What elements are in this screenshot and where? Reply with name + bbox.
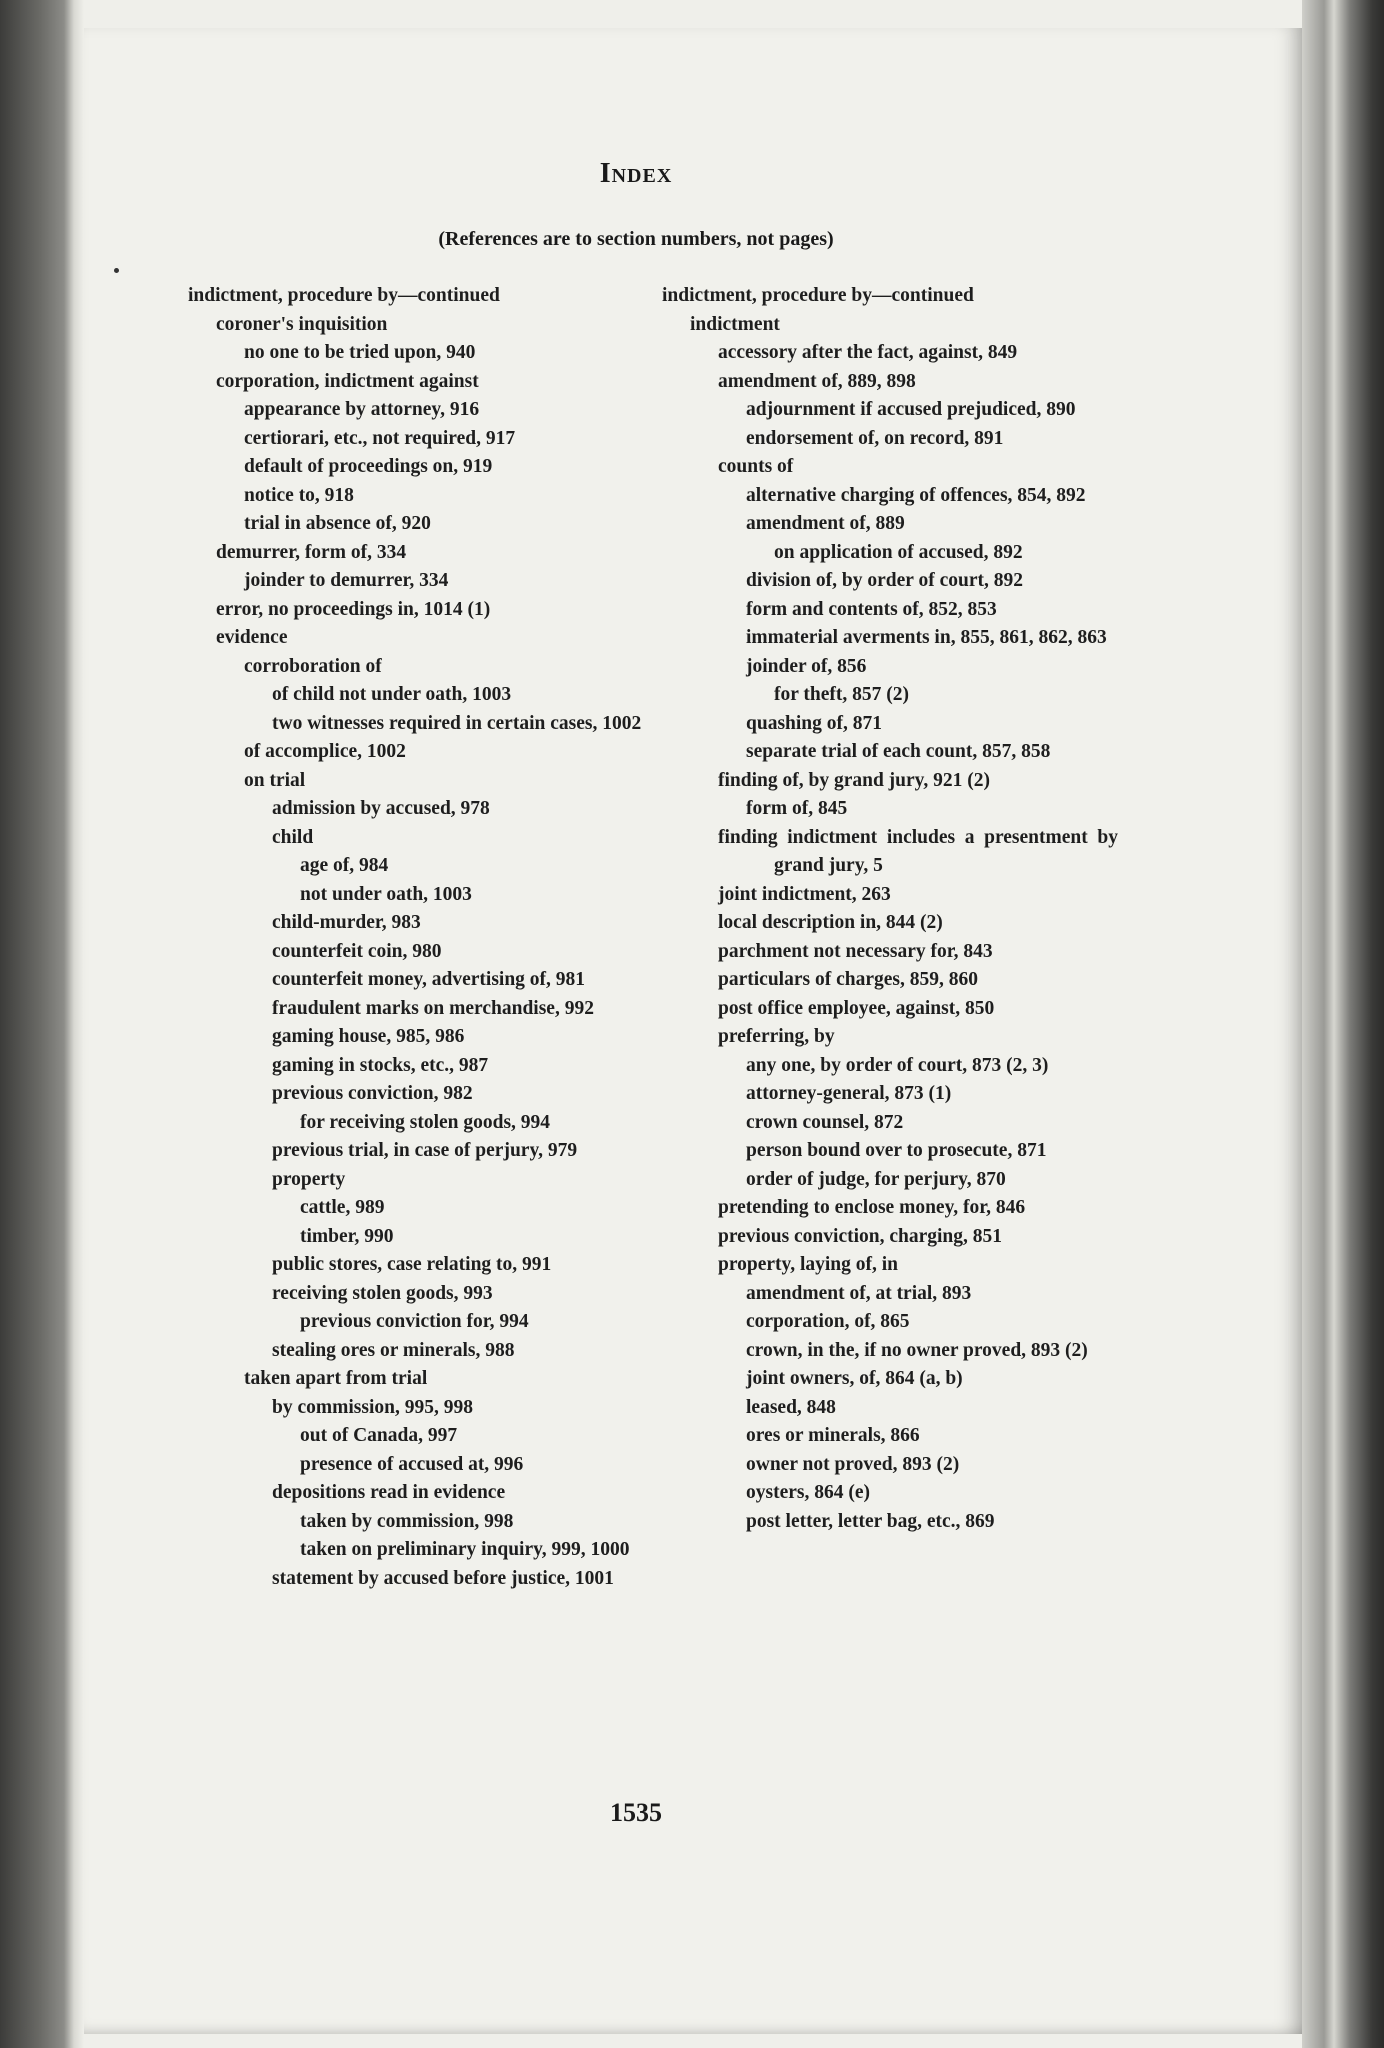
- page-subtitle: (References are to section numbers, not pages): [438, 228, 834, 250]
- index-entry: alternative charging of offences, 854, 892: [746, 484, 1086, 506]
- index-entry: finding indictment includes a presentment by grand jury, 5: [718, 826, 1118, 876]
- index-entry: evidence: [216, 627, 288, 648]
- index-entry: separate trial of each count, 857, 858: [746, 741, 1051, 762]
- index-entry: on trial: [244, 769, 306, 791]
- index-entry: leased, 848: [746, 1396, 836, 1418]
- index-entry: taken by commission, 998: [300, 1510, 514, 1532]
- index-entry: previous conviction for, 994: [300, 1311, 529, 1332]
- index-entry: of child not under oath, 1003: [272, 684, 512, 705]
- index-entry: statement by accused before justice, 1001: [272, 1567, 614, 1589]
- index-entry: default of proceedings on, 919: [244, 456, 493, 477]
- index-entry: joint owners, of, 864 (a, b): [746, 1368, 963, 1389]
- page-number: 1535: [610, 1798, 662, 1827]
- index-entry: accessory after the fact, against, 849: [718, 342, 1018, 363]
- index-entry: taken on preliminary inquiry, 999, 1000: [300, 1539, 630, 1560]
- index-column-left: [188, 282, 658, 1593]
- index-entry: previous trial, in case of perjury, 979: [272, 1140, 578, 1161]
- index-column-right: [662, 282, 1118, 1536]
- index-entry: amendment of, 889, 898: [718, 370, 916, 392]
- index-entry: out of Canada, 997: [300, 1425, 458, 1446]
- index-entry: indictment, procedure by—continued: [662, 285, 974, 306]
- index-entry: counts of: [718, 456, 794, 477]
- index-entry: certiorari, etc., not required, 917: [244, 427, 516, 449]
- index-entry: property: [272, 1168, 346, 1190]
- index-entry: indictment, procedure by—continued: [188, 285, 500, 306]
- index-entry: parchment not necessary for, 843: [718, 940, 993, 962]
- index-entry: amendment of, 889: [746, 513, 905, 534]
- index-entry: timber, 990: [300, 1225, 394, 1247]
- index-entry: endorsement of, on record, 891: [746, 427, 1004, 449]
- index-entry: any one, by order of court, 873 (2, 3): [746, 1054, 1049, 1076]
- index-entry: child-murder, 983: [272, 912, 421, 933]
- index-entry: property, laying of, in: [718, 1254, 899, 1275]
- index-entry: trial in absence of, 920: [244, 513, 431, 534]
- index-entry: fraudulent marks on merchandise, 992: [272, 997, 594, 1019]
- index-entry: amendment of, at trial, 893: [746, 1282, 972, 1304]
- index-entry: notice to, 918: [244, 484, 354, 506]
- index-entry: post office employee, against, 850: [718, 997, 995, 1019]
- index-entry: counterfeit coin, 980: [272, 940, 442, 962]
- index-entry: order of judge, for perjury, 870: [746, 1168, 1006, 1190]
- index-entry: ores or minerals, 866: [746, 1425, 920, 1446]
- index-entry: form and contents of, 852, 853: [746, 598, 997, 620]
- index-entry: taken apart from trial: [244, 1368, 428, 1389]
- index-entry: child: [272, 826, 314, 848]
- index-entry: preferring, by: [718, 1026, 835, 1047]
- index-entry: indictment: [690, 313, 780, 335]
- index-entry: by commission, 995, 998: [272, 1396, 473, 1418]
- index-entry: not under oath, 1003: [300, 883, 472, 905]
- index-entry: depositions read in evidence: [272, 1482, 506, 1503]
- index-entry: for receiving stolen goods, 994: [300, 1111, 551, 1133]
- index-entry: joint indictment, 263: [718, 883, 891, 905]
- index-entry: joinder to demurrer, 334: [244, 570, 449, 591]
- index-entry: division of, by order of court, 892: [746, 570, 1023, 591]
- index-entry: post letter, letter bag, etc., 869: [746, 1510, 995, 1532]
- book-edge: [1302, 0, 1384, 2048]
- index-entry: on application of accused, 892: [774, 541, 1023, 563]
- index-entry: admission by accused, 978: [272, 798, 490, 819]
- index-entry: quashing of, 871: [746, 712, 883, 734]
- index-entry: form of, 845: [746, 798, 848, 819]
- index-entry: of accomplice, 1002: [244, 741, 406, 762]
- index-entry: person bound over to prosecute, 871: [746, 1140, 1047, 1161]
- index-entry: receiving stolen goods, 993: [272, 1282, 493, 1304]
- index-entry: gaming in stocks, etc., 987: [272, 1054, 489, 1076]
- index-entry: corporation, indictment against: [216, 370, 479, 392]
- index-entry: age of, 984: [300, 855, 389, 876]
- index-entry: owner not proved, 893 (2): [746, 1453, 960, 1475]
- index-entry: public stores, case relating to, 991: [272, 1254, 552, 1275]
- index-entry: pretending to enclose money, for, 846: [718, 1197, 1026, 1218]
- index-entry: finding of, by grand jury, 921 (2): [718, 769, 990, 791]
- index-entry: local description in, 844 (2): [718, 912, 943, 933]
- index-entry: attorney-general, 873 (1): [746, 1083, 952, 1104]
- index-entry: crown, in the, if no owner proved, 893 (2): [746, 1339, 1088, 1361]
- index-entry: joinder of, 856: [746, 655, 867, 677]
- index-entry: two witnesses required in certain cases, 1002: [272, 712, 642, 734]
- index-entry: corporation, of, 865: [746, 1311, 910, 1332]
- index-entry: cattle, 989: [300, 1197, 385, 1218]
- index-entry: gaming house, 985, 986: [272, 1026, 465, 1047]
- index-entry: previous conviction, 982: [272, 1083, 473, 1104]
- index-entry: oysters, 864 (e): [746, 1482, 870, 1503]
- index-entry: no one to be tried upon, 940: [244, 342, 476, 363]
- index-entry: counterfeit money, advertising of, 981: [272, 969, 586, 990]
- index-entry: for theft, 857 (2): [774, 684, 910, 705]
- index-entry: presence of accused at, 996: [300, 1453, 524, 1475]
- index-entry: corroboration of: [244, 655, 382, 677]
- index-entry: crown counsel, 872: [746, 1111, 904, 1133]
- index-entry: appearance by attorney, 916: [244, 399, 480, 420]
- scan-speck: [114, 268, 119, 273]
- index-entry: stealing ores or minerals, 988: [272, 1339, 515, 1361]
- index-entry: previous conviction, charging, 851: [718, 1225, 1003, 1247]
- index-entry: coroner's inquisition: [216, 313, 388, 335]
- index-entry: demurrer, form of, 334: [216, 541, 407, 563]
- index-entry: error, no proceedings in, 1014 (1): [216, 598, 491, 620]
- index-entry: particulars of charges, 859, 860: [718, 969, 978, 990]
- index-entry: adjournment if accused prejudiced, 890: [746, 399, 1076, 420]
- page-title: Index: [599, 158, 673, 189]
- index-entry: immaterial averments in, 855, 861, 862, 863: [746, 627, 1107, 648]
